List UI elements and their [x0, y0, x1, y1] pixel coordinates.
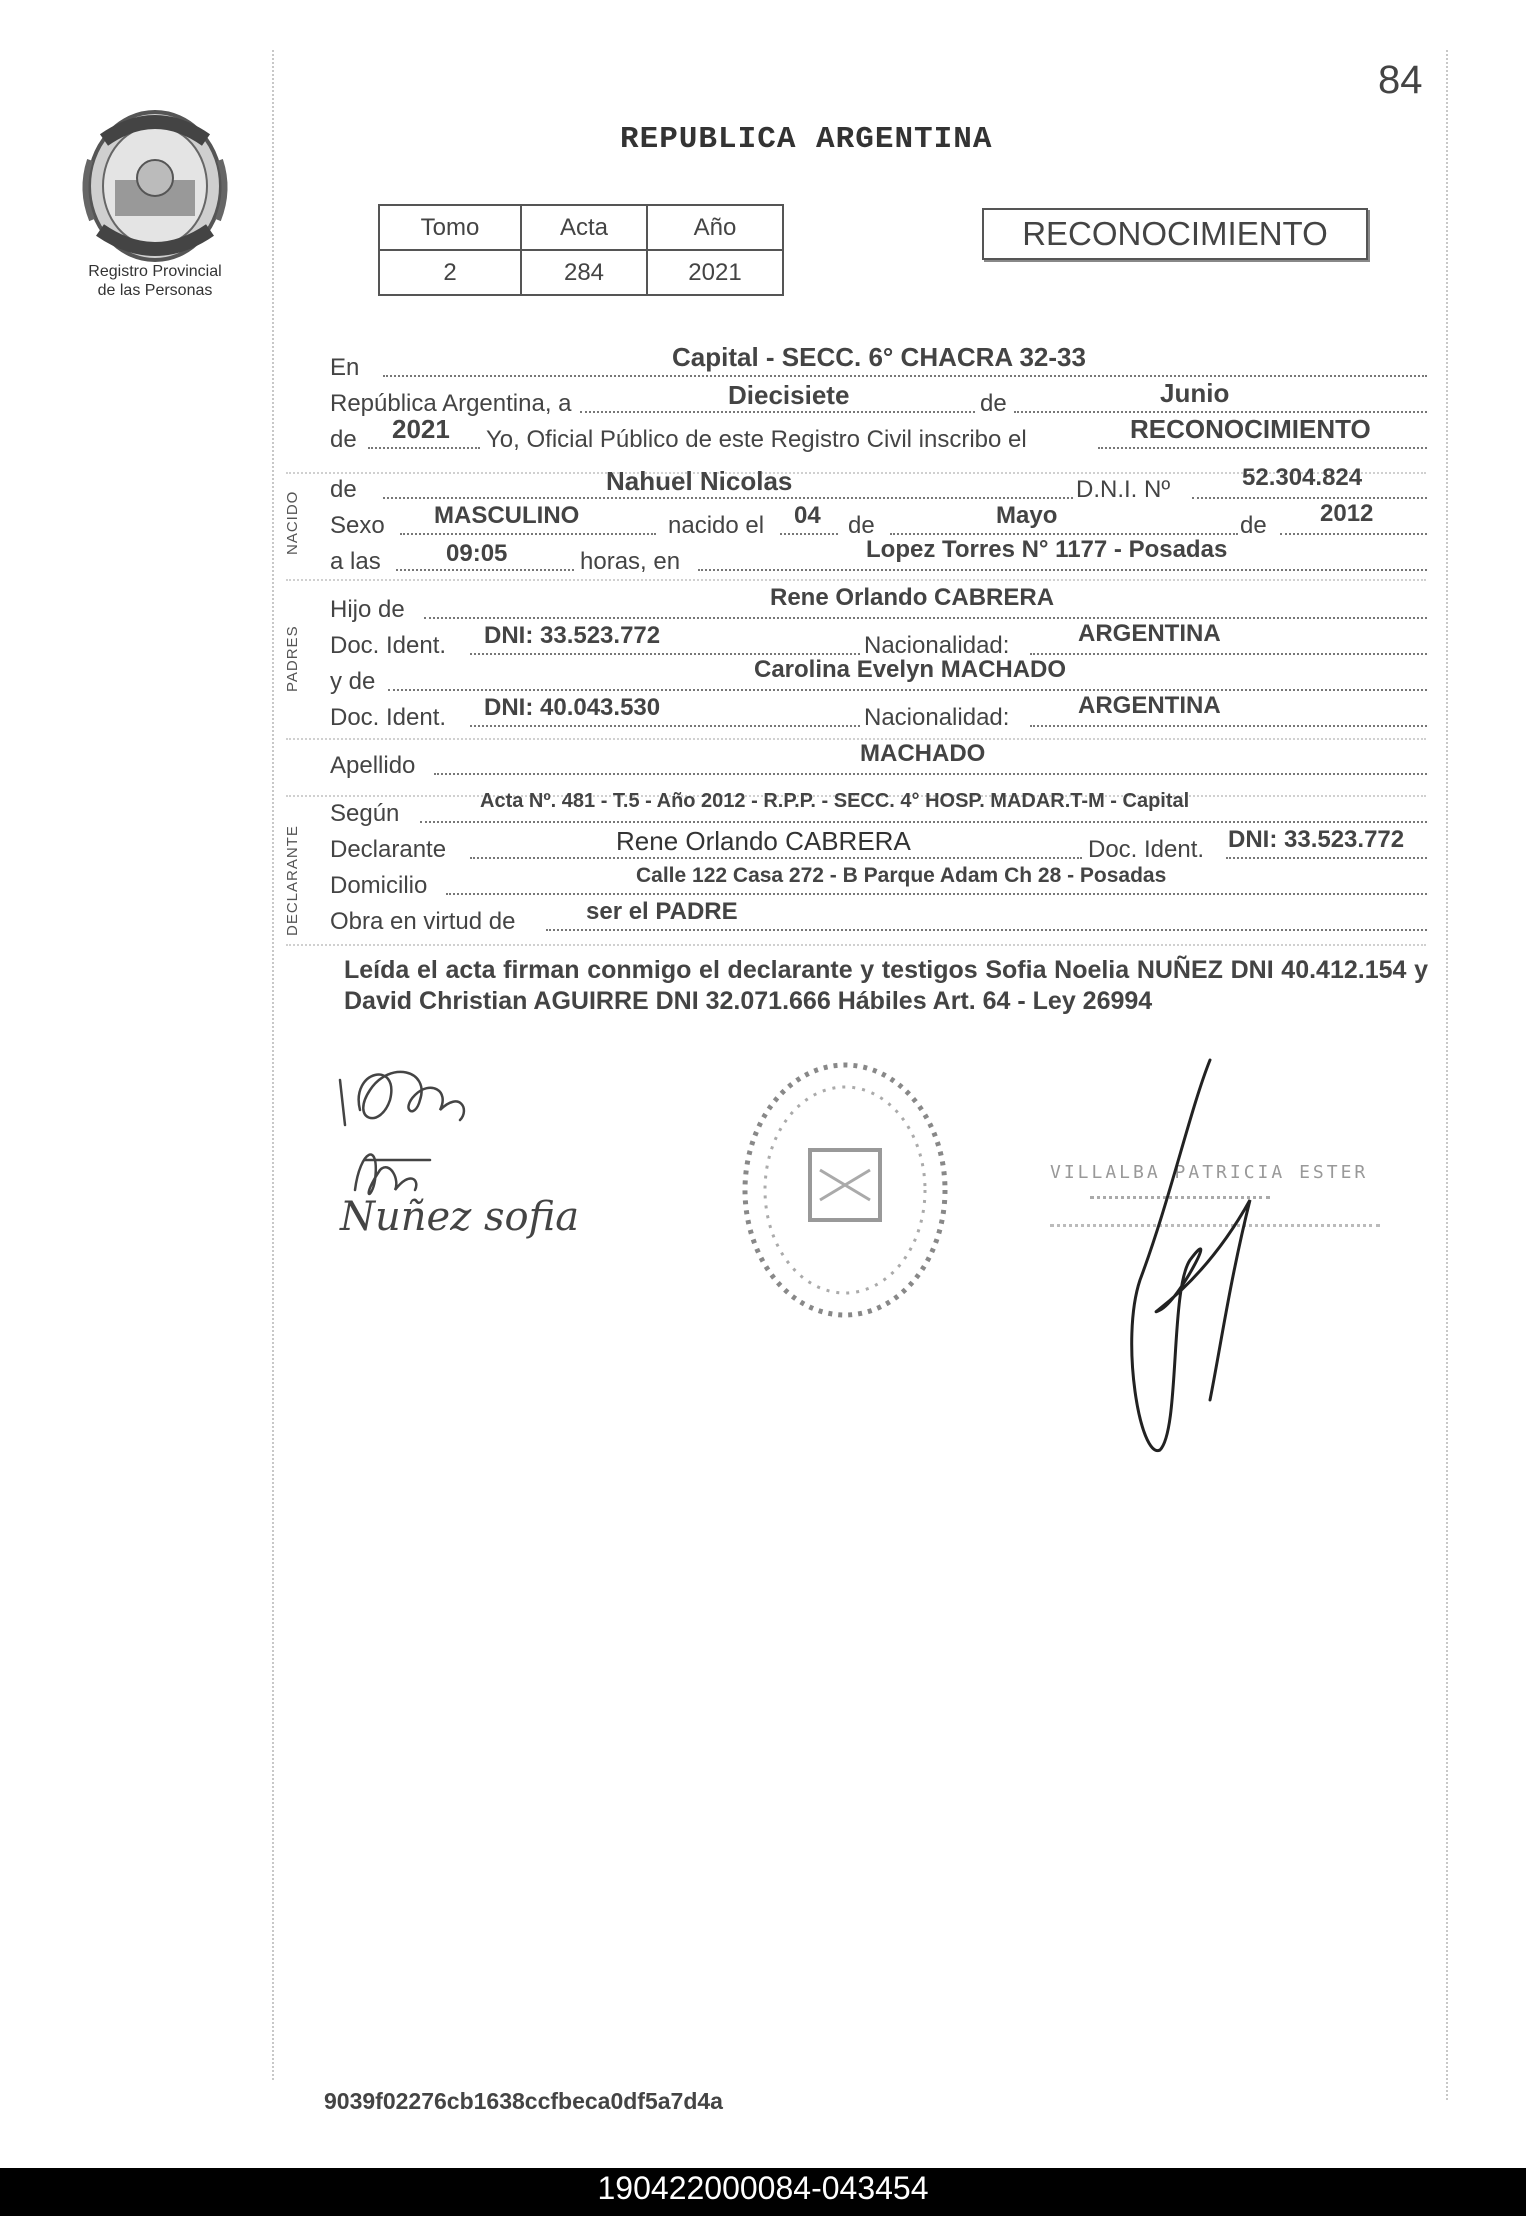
label-obra: Obra en virtud de: [330, 908, 516, 935]
header-acta: Acta: [521, 205, 647, 250]
value-anio: 2021: [392, 414, 450, 444]
value-hora: 09:05: [446, 540, 508, 567]
page-number: 84: [1378, 58, 1423, 102]
value-padre-nac: ARGENTINA: [1078, 620, 1221, 647]
label-nacido-el: nacido el: [668, 512, 765, 539]
registry-table: [378, 204, 784, 296]
section-label-padres: PADRES: [284, 625, 301, 692]
dots: [470, 857, 1082, 859]
value-padre-doc: DNI: 33.523.772: [484, 622, 661, 649]
value-obra: ser el PADRE: [586, 898, 738, 925]
dots: [1192, 497, 1427, 499]
dots: [446, 893, 1427, 895]
label-de-month: de: [848, 512, 875, 539]
label-nacionalidad-2: Nacionalidad:: [864, 704, 1010, 731]
dots: [1030, 725, 1427, 727]
label-doc-ident-1: Doc. Ident.: [330, 632, 447, 659]
dots: [400, 533, 656, 535]
dots: [1030, 653, 1427, 655]
value-lugar-nac: Lopez Torres N° 1177 - Posadas: [866, 536, 1228, 563]
value-dia-nac: 04: [794, 502, 821, 529]
dots: [383, 497, 1073, 499]
dots: [580, 411, 975, 413]
label-dni: D.N.I. Nº: [1076, 476, 1171, 503]
value-madre-nac: ARGENTINA: [1078, 692, 1221, 719]
label-horas-en: horas, en: [580, 548, 681, 575]
official-seal-icon: [720, 1030, 970, 1340]
dots: [698, 569, 1427, 571]
dots: [890, 533, 1238, 535]
dots: [434, 773, 1427, 775]
value-sexo: MASCULINO: [434, 502, 580, 529]
dots: [780, 533, 838, 535]
value-declarante-doc: DNI: 33.523.772: [1228, 826, 1405, 853]
dots: [383, 375, 1427, 377]
section-label-declarante: DECLARANTE: [284, 825, 301, 936]
dots: [1226, 857, 1427, 859]
value-apellido: MACHADO: [860, 740, 986, 767]
dots: [420, 821, 1427, 823]
registry-name: Registro Provincial de las Personas: [88, 263, 222, 299]
label-de-mes: de: [980, 390, 1007, 417]
value-anio-nac: 2012: [1320, 500, 1374, 527]
divider: [286, 738, 1426, 740]
label-doc-ident-declarante: Doc. Ident.: [1088, 836, 1205, 863]
value-tomo: 2: [379, 250, 521, 295]
witness-name-handwriting: Nuñez sofia: [340, 1194, 580, 1240]
witness-signatures-icon: [320, 1050, 580, 1250]
label-de-birth-year: de: [1240, 512, 1267, 539]
value-mes-nac: Mayo: [996, 502, 1058, 529]
section-label-nacido: NACIDO: [284, 490, 301, 555]
document-hash: 9039f02276cb1638ccfbeca0df5a7d4a: [324, 2088, 723, 2114]
label-doc-ident-2: Doc. Ident.: [330, 704, 447, 731]
left-margin-line: [272, 50, 274, 2080]
right-margin-line: [1446, 50, 1448, 2100]
header-anio: Año: [647, 205, 783, 250]
value-declarante: Rene Orlando CABRERA: [616, 826, 911, 856]
label-republica: República Argentina, a: [330, 390, 572, 417]
value-madre-doc: DNI: 40.043.530: [484, 694, 661, 721]
label-apellido: Apellido: [330, 752, 416, 779]
closing-text: Leída el acta firman conmigo el declarante y testigos Sofia Noelia NUÑEZ DNI 40.412.154 y David Christian AGUIRRE DNI 32.071.666 Hábiles Art. 64 - Ley 26994: [344, 956, 1428, 1015]
label-y-de: y de: [330, 668, 376, 695]
value-padre: Rene Orlando CABRERA: [770, 584, 1055, 611]
dots: [1280, 533, 1427, 535]
official-signature-icon: [1100, 1050, 1340, 1470]
value-domicilio: Calle 122 Casa 272 - B Parque Adam Ch 28 - Posadas: [636, 864, 1167, 887]
barcode-number: 190422000084-043454: [597, 2170, 929, 2206]
provincia-misiones-emblem-icon: [70, 100, 240, 268]
dots: [1098, 447, 1427, 449]
value-dia: Diecisiete: [728, 380, 850, 410]
dots: [546, 929, 1427, 931]
divider: [286, 944, 1426, 946]
label-de-name: de: [330, 476, 357, 503]
dots: [388, 689, 1427, 691]
label-sexo: Sexo: [330, 512, 385, 539]
value-acto: RECONOCIMIENTO: [1130, 414, 1371, 444]
dots: [1014, 411, 1427, 413]
value-anio: 2021: [647, 250, 783, 295]
label-domicilio: Domicilio: [330, 872, 428, 899]
label-nacionalidad-1: Nacionalidad:: [864, 632, 1010, 659]
label-en: En: [330, 354, 360, 381]
value-acta: 284: [521, 250, 647, 295]
value-dni: 52.304.824: [1242, 464, 1363, 491]
divider: [286, 579, 1426, 581]
dots: [396, 569, 574, 571]
dots: [470, 725, 860, 727]
document-type-box: RECONOCIMIENTO: [982, 208, 1368, 260]
dots: [470, 653, 860, 655]
label-hijo-de: Hijo de: [330, 596, 405, 623]
value-madre: Carolina Evelyn MACHADO: [754, 656, 1067, 683]
dots: [368, 447, 480, 449]
label-de-year: de: [330, 426, 357, 453]
value-lugar: Capital - SECC. 6° CHACRA 32-33: [672, 342, 1086, 372]
value-nombre: Nahuel Nicolas: [606, 466, 793, 496]
label-yo-oficial: Yo, Oficial Público de este Registro Civil inscribo el: [486, 426, 1027, 453]
official-stamp-text: VILLALBA PATRICIA ESTER: [1050, 1162, 1369, 1183]
country-title: REPUBLICA ARGENTINA: [620, 122, 993, 157]
label-declarante: Declarante: [330, 836, 447, 863]
value-segun: Acta Nº. 481 - T.5 - Año 2012 - R.P.P. - SECC. 4° HOSP. MADAR.T-M - Capital: [480, 790, 1190, 812]
label-a-las: a las: [330, 548, 381, 575]
dots: [424, 617, 1427, 619]
value-mes: Junio: [1160, 378, 1230, 408]
header-tomo: Tomo: [379, 205, 521, 250]
label-segun: Según: [330, 800, 400, 827]
